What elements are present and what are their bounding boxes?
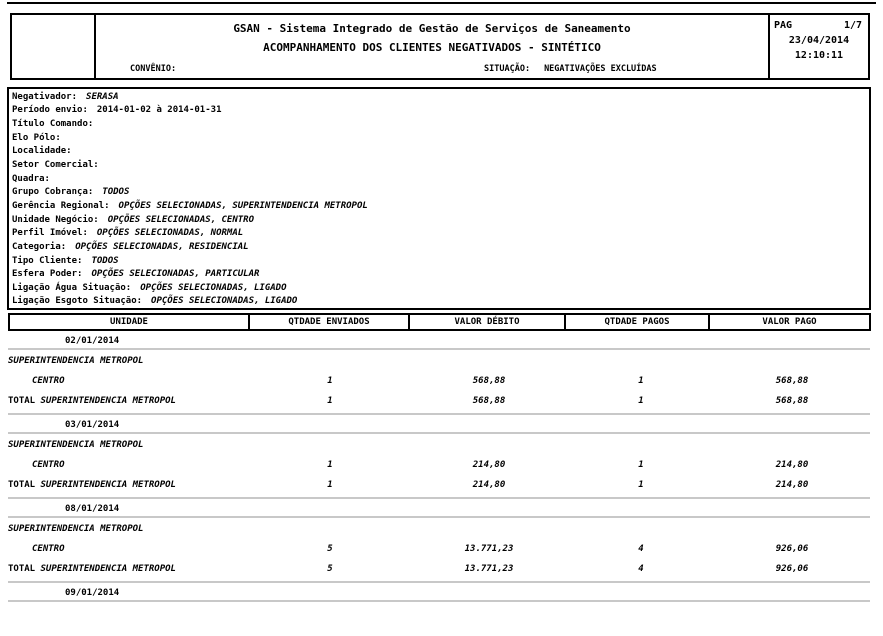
valor-pago-cell: 568,88 (775, 376, 809, 386)
qtd-pagos-cell: 1 (638, 376, 644, 386)
valor-debito-cell: 568,88 (472, 396, 506, 406)
unit-row (8, 458, 870, 472)
page-info-box (768, 15, 868, 78)
filter-label: Período envio: (12, 105, 88, 116)
valor-debito-cell: 13.771,23 (464, 564, 514, 574)
unit-cell: TOTAL SUPERINTENDENCIA METROPOL (8, 396, 176, 406)
qtd-enviados-cell: 1 (327, 396, 333, 406)
header-meta-row (96, 34, 768, 74)
table-column-header: QTDADE PAGOS (566, 315, 710, 329)
valor-pago-cell: 214,80 (775, 480, 809, 490)
valor-debito-cell: 214,80 (472, 480, 506, 490)
filter-label: Ligação Água Situação: (12, 282, 132, 293)
filter-value: OPÇÕES SELECIONADAS, SUPERINTENDENCIA METROPOL (118, 200, 368, 211)
unit-row (8, 542, 870, 556)
section-date-rule (8, 432, 870, 434)
unit-cell: TOTAL SUPERINTENDENCIA METROPOL (8, 564, 176, 574)
qtd-enviados-cell: 5 (327, 564, 333, 574)
filter-line (12, 172, 869, 186)
filter-line (12, 117, 869, 131)
table-body (8, 331, 870, 602)
qtd-pagos-cell: 1 (638, 460, 644, 470)
filter-label: Elo Pólo: (12, 132, 61, 143)
filter-value: SERASA (86, 91, 119, 102)
filter-line (12, 90, 869, 104)
filter-label: Tipo Cliente: (12, 255, 83, 266)
section-date: 08/01/2014 (65, 504, 120, 514)
section-date-rule (8, 600, 870, 602)
filter-label: Título Comando: (12, 119, 94, 130)
total-row (8, 562, 870, 576)
table-header (8, 313, 871, 331)
filter-line (12, 104, 869, 118)
group-name: SUPERINTENDENCIA METROPOL (8, 356, 144, 366)
filter-label: Localidade: (12, 146, 72, 157)
filter-value: OPÇÕES SELECIONADAS, CENTRO (107, 214, 255, 225)
report-time: 12:10:11 (794, 50, 844, 61)
section-date-rule (8, 516, 870, 518)
qtd-pagos-cell: 4 (638, 564, 644, 574)
logo-placeholder (12, 15, 96, 78)
section-date: 09/01/2014 (65, 588, 120, 598)
filter-line (12, 213, 869, 227)
report-title: GSAN - Sistema Integrado de Gestão de Serviços de Saneamento (233, 22, 631, 35)
unit-row (8, 374, 870, 388)
situacao-value: NEGATIVAÇÕES EXCLUÍDAS (544, 64, 657, 74)
header-title-area (96, 15, 768, 78)
filter-line (12, 131, 869, 145)
table-section (8, 586, 870, 602)
page-number-row (770, 18, 868, 33)
section-date: 02/01/2014 (65, 336, 120, 346)
filter-label: Quadra: (12, 173, 50, 184)
qtd-pagos-cell: 1 (638, 396, 644, 406)
table-column-header: UNIDADE (10, 315, 250, 329)
table-section (8, 334, 870, 415)
valor-debito-cell: 13.771,23 (464, 544, 514, 554)
section-end-rule (8, 413, 870, 415)
qtd-enviados-cell: 1 (327, 480, 333, 490)
filter-value: OPÇÕES SELECIONADAS, LIGADO (140, 282, 287, 293)
filter-label: Negativador: (12, 91, 78, 102)
table-column-header: QTDADE ENVIADOS (250, 315, 410, 329)
qtd-enviados-cell: 1 (327, 460, 333, 470)
filter-label: Unidade Negócio: (12, 214, 99, 225)
report-header (10, 13, 870, 80)
filter-label: Categoria: (12, 241, 67, 252)
section-date-rule (8, 348, 870, 350)
filter-value: OPÇÕES SELECIONADAS, PARTICULAR (91, 269, 260, 280)
unit-cell: CENTRO (32, 460, 65, 470)
unit-cell: CENTRO (32, 544, 65, 554)
qtd-pagos-cell: 4 (638, 544, 644, 554)
filter-value: 2014-01-02 à 2014-01-31 (96, 105, 222, 116)
filter-value: OPÇÕES SELECIONADAS, RESIDENCIAL (75, 241, 249, 252)
valor-pago-cell: 214,80 (775, 460, 809, 470)
section-date: 03/01/2014 (65, 420, 120, 430)
unit-cell: TOTAL SUPERINTENDENCIA METROPOL (8, 480, 176, 490)
filter-label: Perfil Imóvel: (12, 228, 88, 239)
filter-label: Gerência Regional: (12, 200, 110, 211)
group-name: SUPERINTENDENCIA METROPOL (8, 440, 144, 450)
situacao-label: SITUAÇÃO: (484, 64, 531, 74)
pag-value: 1/7 (843, 20, 862, 31)
total-row (8, 478, 870, 492)
qtd-enviados-cell: 1 (327, 376, 333, 386)
filter-value: OPÇÕES SELECIONADAS, LIGADO (151, 296, 298, 307)
filter-line (12, 226, 869, 240)
valor-pago-cell: 926,06 (775, 564, 809, 574)
situacao (484, 64, 657, 74)
table-section (8, 418, 870, 499)
filter-label: Esfera Poder: (12, 269, 83, 280)
valor-debito-cell: 214,80 (472, 460, 506, 470)
filter-value: TODOS (102, 187, 130, 198)
filter-panel (7, 87, 871, 310)
pag-label: PAG (774, 20, 793, 31)
filter-line (12, 158, 869, 172)
qtd-pagos-cell: 1 (638, 480, 644, 490)
filter-label: Ligação Esgoto Situação: (12, 296, 143, 307)
report-date: 23/04/2014 (788, 35, 850, 46)
filter-line (12, 267, 869, 281)
qtd-enviados-cell: 5 (327, 544, 333, 554)
filter-line (12, 254, 869, 268)
unit-cell: CENTRO (32, 376, 65, 386)
filter-label: Setor Comercial: (12, 160, 99, 171)
valor-pago-cell: 568,88 (775, 396, 809, 406)
top-rule (7, 2, 876, 4)
filter-line (12, 240, 869, 254)
table-section (8, 502, 870, 583)
report-subtitle: ACOMPANHAMENTO DOS CLIENTES NEGATIVADOS - SINTÉTICO (263, 41, 601, 54)
filter-line (12, 295, 869, 309)
filter-line (12, 281, 869, 295)
total-row (8, 394, 870, 408)
section-end-rule (8, 581, 870, 583)
filter-value: TODOS (91, 255, 119, 266)
filter-value: OPÇÕES SELECIONADAS, NORMAL (96, 228, 244, 239)
filter-line (12, 185, 869, 199)
table-column-header: VALOR DÉBITO (410, 315, 566, 329)
valor-pago-cell: 926,06 (775, 544, 809, 554)
group-name: SUPERINTENDENCIA METROPOL (8, 524, 144, 534)
filter-line (12, 145, 869, 159)
filter-label: Grupo Cobrança: (12, 187, 94, 198)
table-column-header: VALOR PAGO (762, 317, 817, 327)
section-end-rule (8, 497, 870, 499)
convenio-label: CONVÊNIO: (130, 64, 177, 74)
valor-debito-cell: 568,88 (472, 376, 506, 386)
filter-line (12, 199, 869, 213)
